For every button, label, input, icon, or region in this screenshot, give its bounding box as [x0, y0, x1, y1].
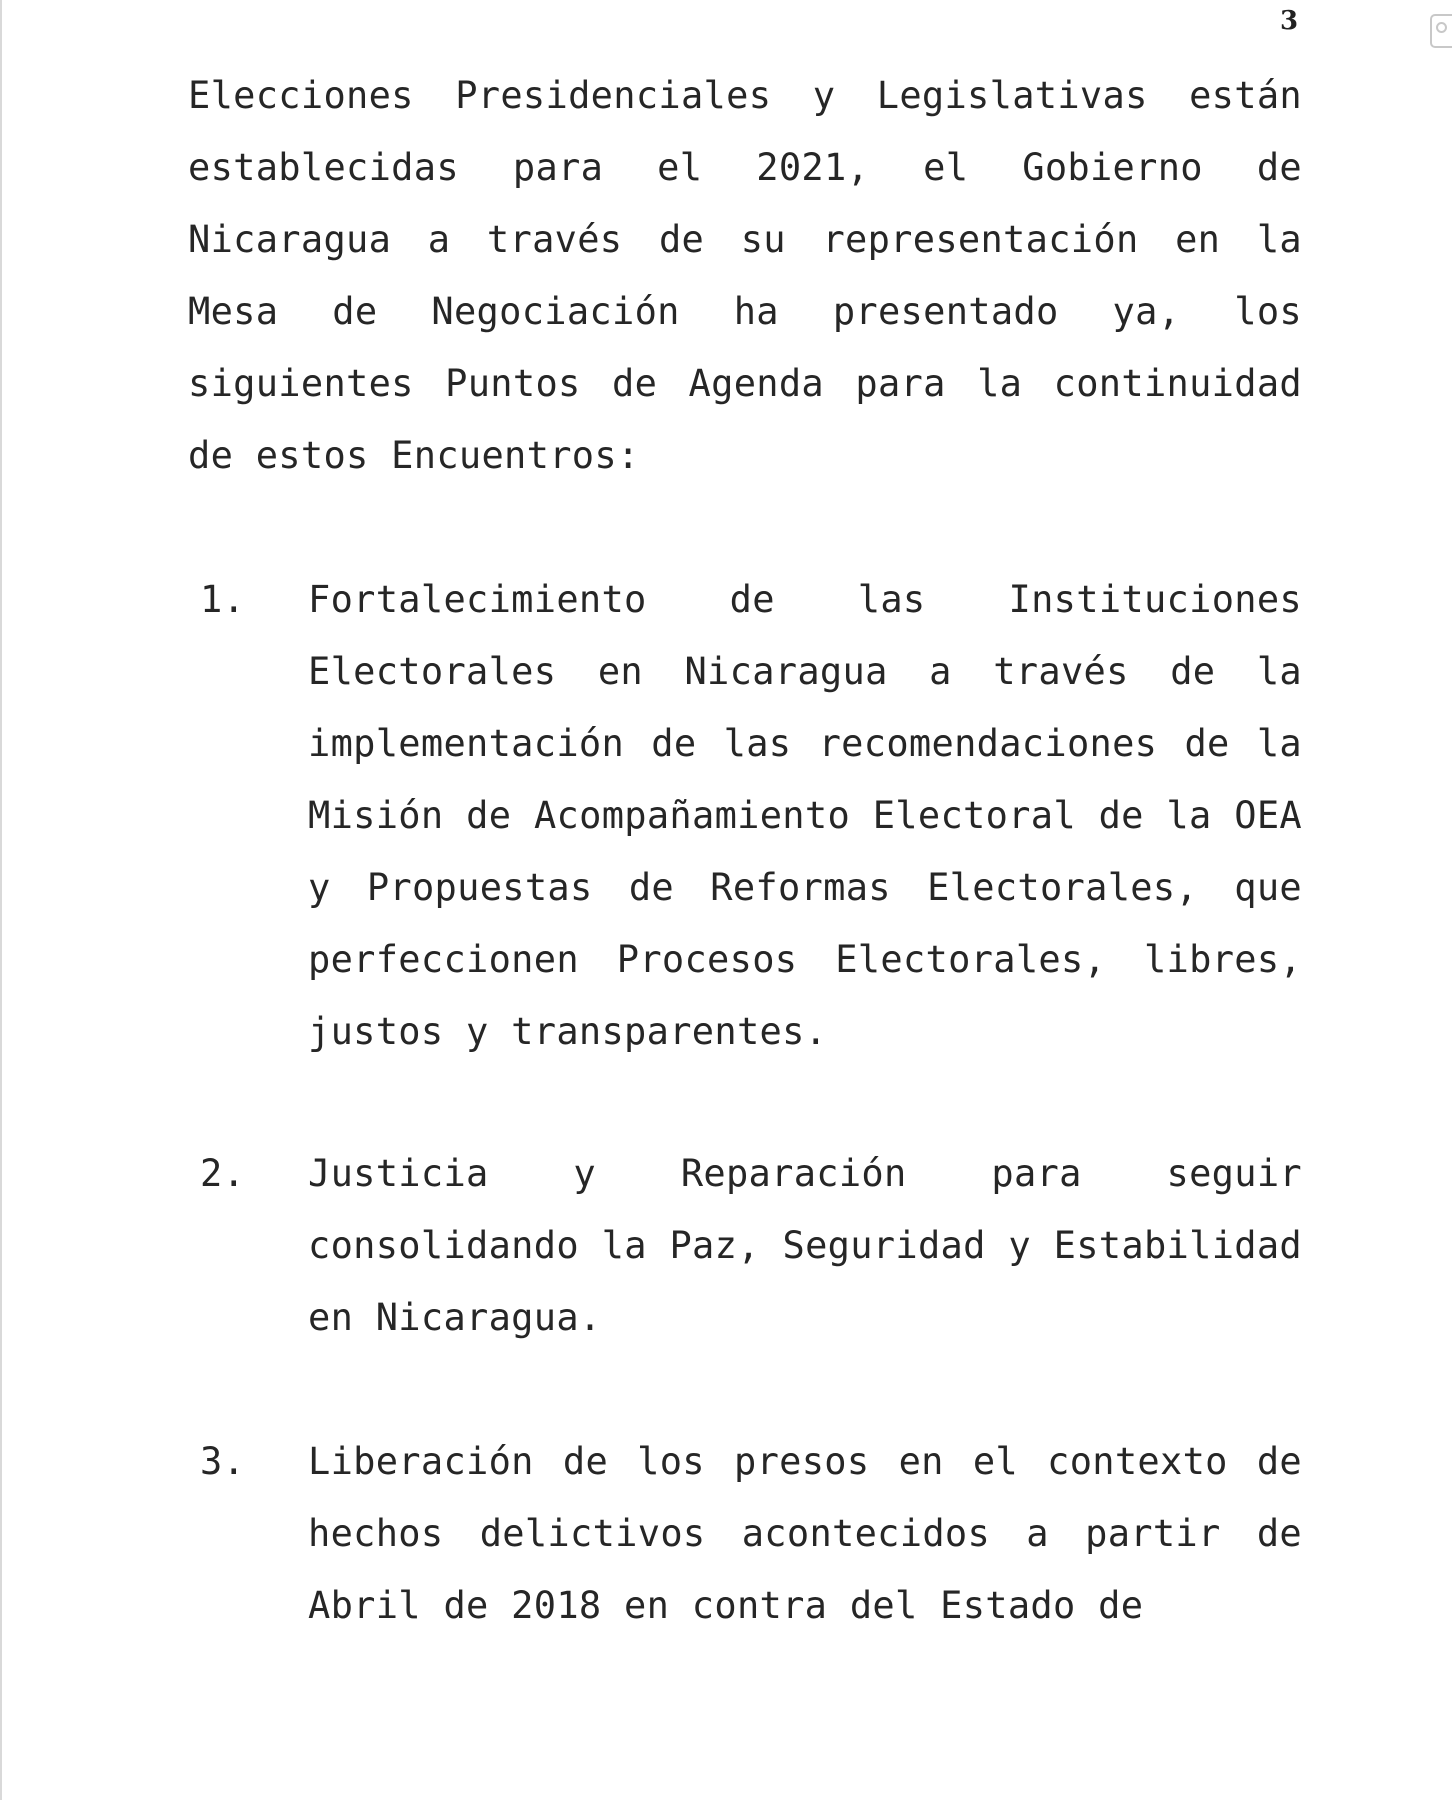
- page-number: 3: [1280, 6, 1299, 36]
- agenda-item-text: Fortalecimiento de las Instituciones Electorales en Nicaragua a través de la implementación de las recomendaciones de la Misión de Acompañamiento Electoral de la OEA y Propuestas de Reformas Electorales, que perfeccionen Procesos Electorales, libres, justos y transparentes.: [308, 578, 1302, 1053]
- agenda-item-number: 3.: [200, 1440, 246, 1483]
- zoom-lens-icon: [1436, 22, 1447, 33]
- agenda-item: [200, 1138, 1302, 1354]
- agenda-item-text: Liberación de los presos en el contexto de hechos delictivos acontecidos a partir de Abril de 2018 en contra del Estado de: [308, 1440, 1302, 1627]
- agenda-item: [200, 1426, 1302, 1642]
- intro-paragraph: Elecciones Presidenciales y Legislativas están establecidas para el 2021, el Gobierno de Nicaragua a través de su representación en la Mesa de Negociación ha presentado ya, los siguientes Puntos de Agenda para la continuidad de estos Encuentros:: [188, 74, 1302, 477]
- agenda-item-number: 2.: [200, 1152, 246, 1195]
- page-edge: [0, 0, 2, 1800]
- agenda-item-text: Justicia y Reparación para seguir consolidando la Paz, Seguridad y Estabilidad en Nicaragua.: [308, 1152, 1302, 1339]
- agenda-item-number: 1.: [200, 578, 246, 621]
- zoom-icon[interactable]: [1430, 14, 1452, 48]
- agenda-item: [200, 564, 1302, 1068]
